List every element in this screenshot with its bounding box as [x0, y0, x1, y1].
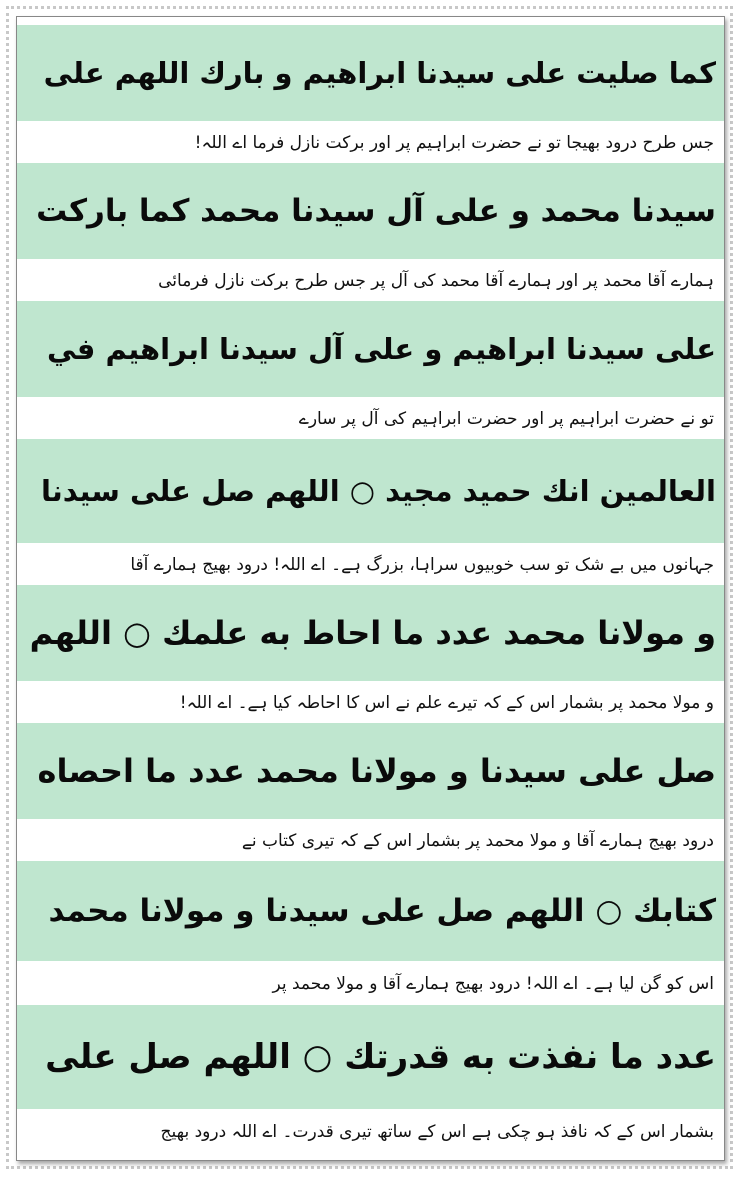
urdu-translation-line-5	[17, 681, 724, 723]
arabic-text: صل على سيدنا و مولانا محمد عدد ما احصاه	[37, 752, 716, 790]
arabic-line-1	[17, 25, 724, 121]
arabic-line-5	[17, 585, 724, 681]
arabic-text: كما صليت على سيدنا ابراهيم و بارك اللهم على	[43, 56, 716, 90]
urdu-text: اس کو گن لیا ہے۔ اے اللہ! درود بھیج ہمارے آقا و مولا محمد پر	[272, 973, 714, 994]
prayer-text-page	[16, 16, 725, 1161]
arabic-line-3	[17, 301, 724, 397]
urdu-text: بشمار اس کے کہ نافذ ہو چکی ہے اس کے ساتھ تیری قدرت۔ اے اللہ درود بھیج	[160, 1121, 714, 1142]
urdu-text: تو نے حضرت ابراہیم پر اور حضرت ابراہیم کی آل پر سارے	[298, 408, 714, 429]
arabic-text: سيدنا محمد و على آل سيدنا محمد كما باركت	[36, 193, 716, 229]
urdu-text: درود بھیج ہمارے آقا و مولا محمد پر بشمار اس کے کہ تیری کتاب نے	[241, 830, 714, 851]
arabic-text: على سيدنا ابراهيم و على آل سيدنا ابراهيم في	[47, 332, 716, 366]
urdu-text: جہانوں میں بے شک تو سب خوبیوں سراہا، بزرگ ہے۔ اے اللہ! درود بھیج ہمارے آقا	[130, 554, 714, 575]
arabic-text: العالمين انك حميد مجيد ○ اللهم صل على سيدنا	[41, 474, 716, 508]
arabic-line-4	[17, 439, 724, 543]
arabic-line-8	[17, 1005, 724, 1109]
urdu-translation-line-2	[17, 259, 724, 301]
arabic-line-6	[17, 723, 724, 819]
urdu-translation-line-1	[17, 121, 724, 163]
urdu-translation-line-4	[17, 543, 724, 585]
arabic-line-2	[17, 163, 724, 259]
urdu-text: ہمارے آقا محمد پر اور ہمارے آقا محمد کی آل پر جس طرح برکت نازل فرمائی	[158, 270, 714, 291]
urdu-text: و مولا محمد پر بشمار اس کے کہ تیرے علم نے اس کا احاطہ کیا ہے۔ اے اللہ!	[179, 692, 714, 713]
arabic-line-7	[17, 861, 724, 961]
urdu-translation-line-3	[17, 397, 724, 439]
arabic-text: و مولانا محمد عدد ما احاط به علمك ○ اللهم	[29, 614, 716, 652]
urdu-translation-line-6	[17, 819, 724, 861]
urdu-translation-line-8	[17, 1109, 724, 1153]
arabic-text: كتابك ○ اللهم صل على سيدنا و مولانا محمد	[48, 893, 716, 929]
urdu-translation-line-7	[17, 961, 724, 1005]
urdu-text: جس طرح درود بھیجا تو نے حضرت ابراہیم پر اور برکت نازل فرما اے اللہ!	[194, 132, 714, 153]
arabic-text: عدد ما نفذت به قدرتك ○ اللهم صل على	[45, 1037, 716, 1077]
